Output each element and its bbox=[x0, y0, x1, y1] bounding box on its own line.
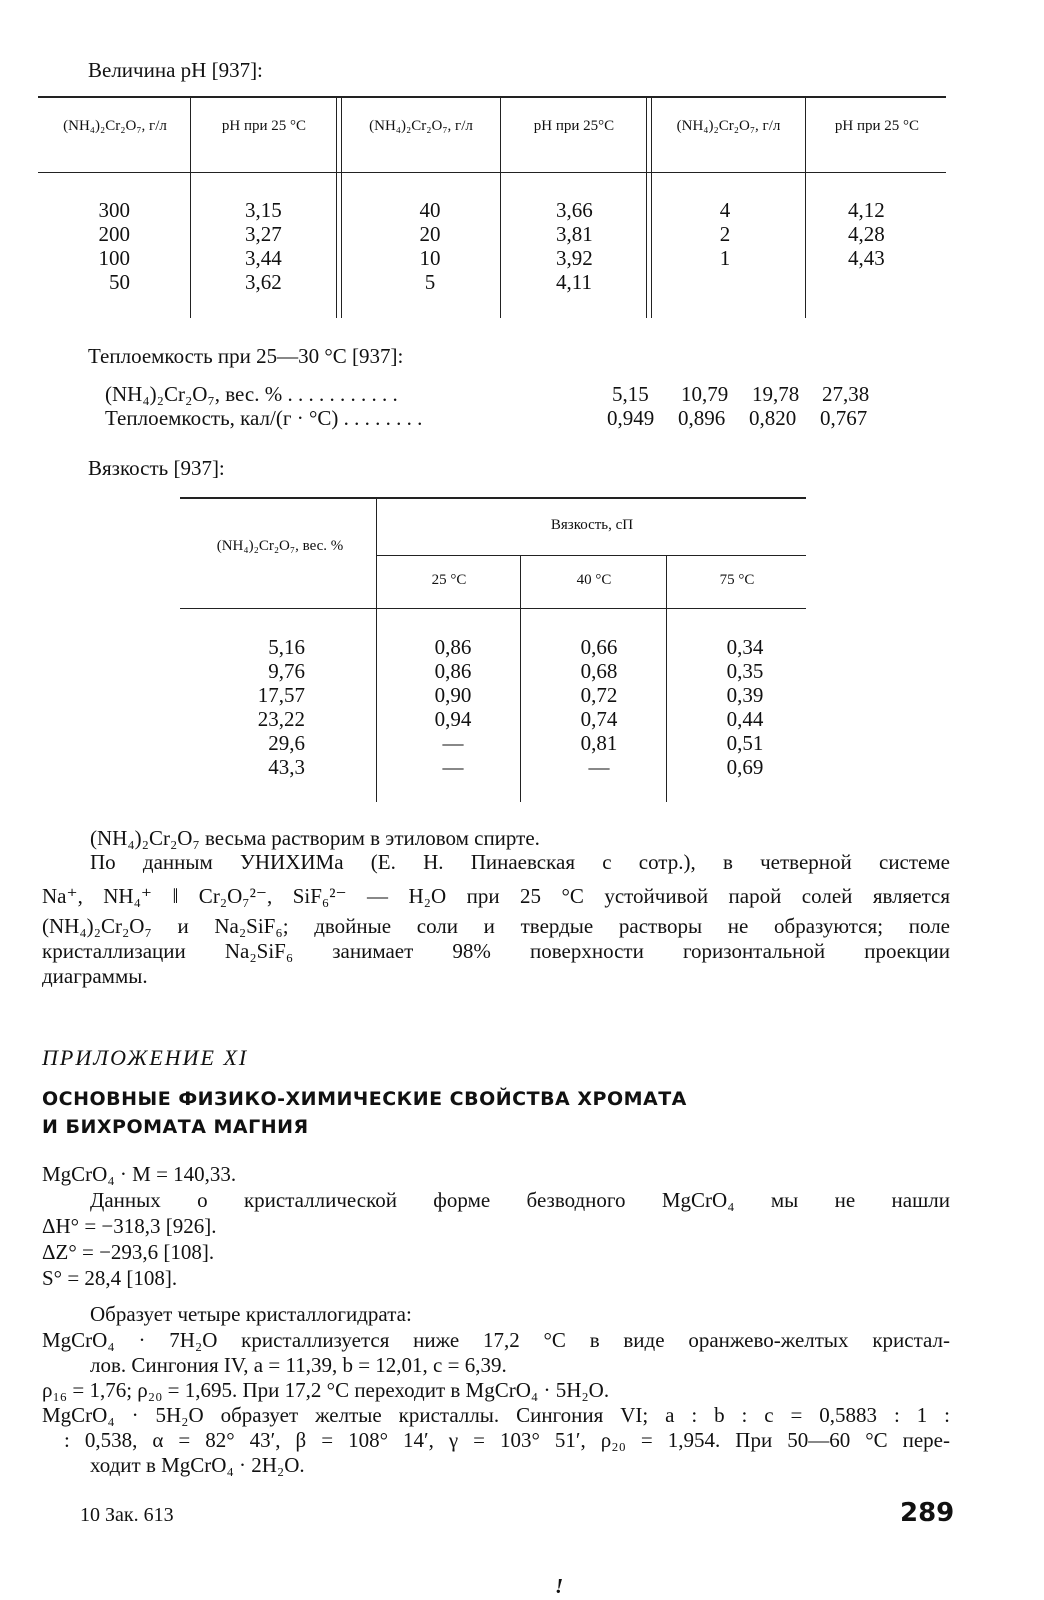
ph-col-ph-3: 4,12 4,28 4,43 bbox=[848, 198, 885, 270]
visc-col-25: 0,86 0,86 0,90 0,94 — — bbox=[434, 635, 472, 779]
ph-header-conc: (NH₄)₂Cr₂O₇, г/л bbox=[369, 118, 473, 134]
ph-header-ph: pH при 25 °C bbox=[221, 118, 307, 134]
heat-title: Теплоемкость при 25—30 °C [937]: bbox=[88, 344, 404, 368]
appendix-label: ПРИЛОЖЕНИЕ XI bbox=[42, 1045, 249, 1070]
appendix-line: : 0,538, α = 82° 43′, β = 108° 14′, γ = 103° 51′, ρ₂₀ = 1,954. При 50—60 °C пере- bbox=[64, 1428, 950, 1452]
visc-col-40: 0,66 0,68 0,72 0,74 0,81 — bbox=[580, 635, 618, 779]
appendix-line: лов. Сингония IV, a = 11,39, b = 12,01, c = 6,39. bbox=[90, 1353, 507, 1377]
appendix-line: ΔH° = −318,3 [926]. bbox=[42, 1214, 217, 1238]
heat-value: 10,79 bbox=[681, 382, 729, 406]
ph-table-header-rule bbox=[38, 172, 946, 173]
ph-col-divider bbox=[190, 96, 191, 318]
ph-header-ph: pH при 25 °C bbox=[834, 118, 920, 134]
text-solubility: (NH₄)₂Cr₂O₇ весьма растворим в этиловом спирте. bbox=[90, 826, 540, 850]
appendix-line: ΔZ° = −293,6 [108]. bbox=[42, 1240, 215, 1264]
visc-subheader-rule bbox=[377, 555, 806, 556]
text-line: По данным УНИХИМа (Е. Н. Пинаевская с сотр.), в четверной системе bbox=[90, 850, 950, 874]
visc-col-75: 0,34 0,35 0,39 0,44 0,51 0,69 bbox=[726, 635, 764, 779]
appendix-line: S° = 28,4 [108]. bbox=[42, 1266, 178, 1290]
page-number: 289 bbox=[900, 1498, 955, 1528]
appendix-line: MgCrO₄ · 5H₂O образует желтые кристаллы. Сингония VI; a : b : c = 0,5883 : 1 : bbox=[42, 1403, 950, 1427]
ph-col-divider bbox=[805, 96, 806, 318]
text-line: Na⁺, NH₄⁺ ‖ Cr₂O₇²⁻, SiF₆²⁻ — H₂O при 25 °C устойчивой парой солей является bbox=[42, 884, 950, 908]
visc-col-divider bbox=[666, 556, 667, 802]
visc-col-conc: 5,16 9,76 17,57 23,22 29,6 43,3 bbox=[257, 635, 305, 779]
ph-col-ph-1: 3,15 3,27 3,44 3,62 bbox=[245, 198, 282, 294]
appendix-heading: ОСНОВНЫЕ ФИЗИКО-ХИМИЧЕСКИЕ СВОЙСТВА ХРОМАТА bbox=[42, 1088, 687, 1110]
heat-value: 5,15 bbox=[612, 382, 649, 406]
appendix-line: ходит в MgCrO₄ · 2H₂O. bbox=[90, 1453, 305, 1477]
heat-value: 0,949 bbox=[607, 406, 655, 430]
visc-header-conc: (NH₄)₂Cr₂O₇, вес. % bbox=[216, 538, 344, 554]
ph-col-conc-3: 4 2 1 bbox=[719, 198, 731, 270]
text-line: (NH₄)₂Cr₂O₇ и Na₂SiF₆; двойные соли и твердые растворы не образуются; поле bbox=[42, 914, 950, 938]
visc-header-rule bbox=[180, 608, 806, 609]
visc-table-top-rule bbox=[180, 497, 806, 499]
appendix-line: MgCrO₄ · M = 140,33. bbox=[42, 1162, 237, 1186]
visc-title: Вязкость [937]: bbox=[88, 456, 225, 480]
appendix-heading: И БИХРОМАТА МАГНИЯ bbox=[42, 1116, 309, 1138]
heat-value: 0,820 bbox=[749, 406, 797, 430]
ph-header-ph: pH при 25°C bbox=[533, 118, 615, 134]
ph-col-divider bbox=[500, 96, 501, 318]
ph-table-top-rule bbox=[38, 96, 946, 98]
print-order: 10 Зак. 613 bbox=[80, 1504, 174, 1526]
heat-value: 0,767 bbox=[820, 406, 868, 430]
visc-header-temp: 25 °C bbox=[431, 572, 467, 588]
appendix-line: Данных о кристаллической форме безводного MgCrO₄ мы не нашли bbox=[90, 1188, 950, 1212]
text-line: кристаллизации Na₂SiF₆ занимает 98% поверхности горизонтальной проекции bbox=[42, 939, 950, 963]
appendix-line: MgCrO₄ · 7H₂O кристаллизуется ниже 17,2 °C в виде оранжево-желтых кристал- bbox=[42, 1328, 950, 1352]
ph-col-ph-2: 3,66 3,81 3,92 4,11 bbox=[556, 198, 593, 294]
ph-header-conc: (NH₄)₂Cr₂O₇, г/л bbox=[63, 118, 167, 134]
heat-row2-label: Теплоемкость, кал/(г · °C) . . . . . . . . bbox=[105, 406, 423, 430]
ph-header-conc: (NH₄)₂Cr₂O₇, г/л bbox=[676, 118, 781, 134]
text-line: диаграммы. bbox=[42, 964, 148, 988]
heat-value: 0,896 bbox=[678, 406, 726, 430]
ph-col-conc-2: 40 20 10 5 bbox=[419, 198, 441, 294]
heat-row1-label: (NH₄)₂Cr₂O₇, вес. % . . . . . . . . . . . bbox=[105, 382, 398, 406]
appendix-line: Образует четыре кристаллогидрата: bbox=[90, 1302, 412, 1326]
visc-header-temp: 40 °C bbox=[576, 572, 612, 588]
scan-mark: ! bbox=[555, 1574, 564, 1598]
visc-col-divider bbox=[376, 497, 377, 802]
ph-title: Величина pH [937]: bbox=[88, 58, 263, 82]
heat-value: 27,38 bbox=[822, 382, 870, 406]
visc-header-temp: 75 °C bbox=[719, 572, 755, 588]
heat-value: 19,78 bbox=[752, 382, 800, 406]
ph-col-conc-1: 300 200 100 50 bbox=[98, 198, 130, 294]
visc-header-viscosity: Вязкость, сП bbox=[550, 517, 634, 533]
visc-col-divider bbox=[520, 556, 521, 802]
appendix-line: ρ₁₆ = 1,76; ρ₂₀ = 1,695. При 17,2 °C переходит в MgCrO₄ · 5H₂O. bbox=[42, 1378, 610, 1402]
